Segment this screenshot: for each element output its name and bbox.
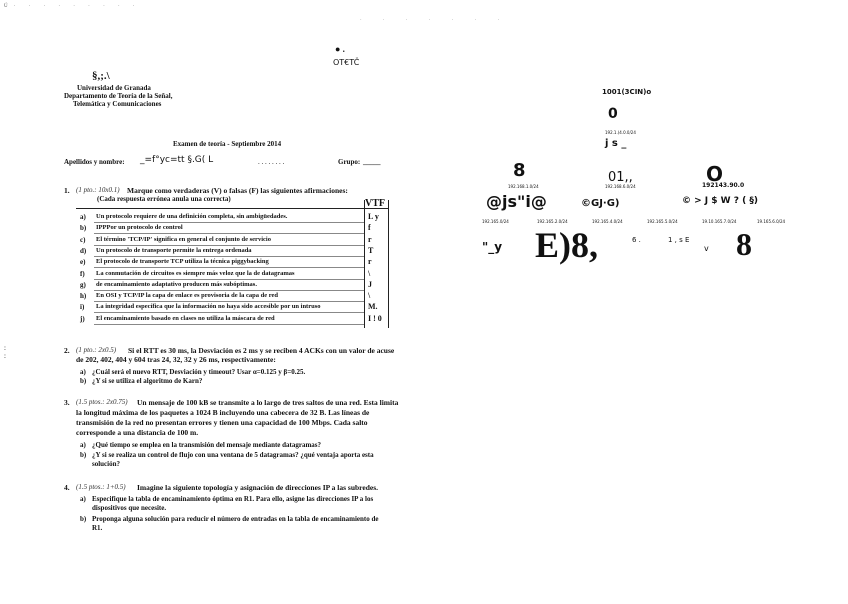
name-handwritten: _=f°yc=tt §.G( L [140,155,214,165]
q4-b-letter: b) [80,515,87,523]
q1-item-letter: a) [80,213,86,221]
q3-line-3: transmisión de la red no presentan errores y tienen una capacidad de 100 Mbps. Cada salto [76,418,368,427]
table-vline-2 [388,200,389,328]
q1-item-letter: f) [80,270,85,278]
q2-b-letter: b) [80,377,87,385]
q1-item-letter: c) [80,236,86,244]
q1-item-letter: g) [80,281,86,289]
q1-text: Marque como verdaderas (V) o falsas (F) las siguientes afirmaciones: [127,186,348,195]
glyph-right: © > J $ W ? ( §) [682,196,758,206]
q1-row-underline [94,233,364,234]
q1-item-answer-mark[interactable]: M. [368,302,378,311]
university-name: Universidad de Granada [77,84,151,92]
subnet-4: 192.165.5.0/24 [647,219,678,224]
subnet-1: 192.165.0/24 [482,219,509,224]
q1-row-underline [94,290,364,291]
q2-number: 2. [64,346,70,355]
host-right-1: 1 , s E [668,236,690,244]
subnet-5: 19.10.165.7.0/24 [702,219,737,224]
q4-text: Imagine la siguiente topología y asignación de direcciones IP a las subredes. [137,483,378,492]
router-mid: 01,, [608,170,633,185]
exam-title: Examen de teoría - Septiembre 2014 [173,140,282,148]
subnet-3: 192.165.4.0/24 [592,219,623,224]
q4-a-letter: a) [80,495,86,503]
addr-top: 192.1.(4.0.0/24 [605,130,636,135]
q4-a: Especifique la tabla de encaminamiento óptima en R1. Para ello, asigne las direcciones IP a los [92,495,374,503]
q1-item-text: La conmutación de circuitos es siempre más veloz que la de datagramas [96,270,295,277]
table-rule [76,208,388,209]
q1-item-text: IPPPor un protocolo de control [96,224,183,231]
vf-header: VTF [365,198,385,209]
q1-item-answer-mark[interactable]: f [368,223,371,232]
q1-item-answer-mark[interactable]: L y [368,212,379,221]
q3-line-1: Un mensaje de 100 kB se transmite a lo largo de tres saltos de una red. Esta limita [137,398,399,407]
q3-line-4: corresponde a una distancia de 100 m. [76,428,199,437]
q1-item-letter: i) [80,303,85,311]
q2-a: ¿Cuál será el nuevo RTT, Desviación y timeout? Usar α=0.125 y β=0.25. [92,368,306,376]
subnet-6: 19.165.6.0/24 [757,219,786,224]
q1-item-text: El término 'TCP/IP' significa en general el conjunto de servicio [96,236,271,243]
host-right-2: v [704,244,709,253]
q2-text-2: de 202, 402, 404 y 604 tras 24, 32, 32 y 26 ms, respectivamente: [76,355,276,364]
q2-points: (1 pto.: 2x0.5) [76,346,117,354]
department-name: Departamento de Teoría de la Señal, [64,92,173,100]
addr-3: 192143.90.0 [702,182,745,189]
q1-row-underline [94,312,364,313]
q3-number: 3. [64,398,70,407]
university-logo: §,;.\ [92,70,110,82]
q4-b-2: R1. [92,524,103,532]
q2-a-letter: a) [80,368,86,376]
host-mid: E)8, [535,225,598,265]
glyph-left: @js"i@ [486,192,547,211]
q4-points: (1.5 ptos.: 1+0.5) [76,483,126,491]
q1-item-answer-mark[interactable]: T [368,246,374,255]
q2-b: ¿Y si se utiliza el algoritmo de Karn? [92,377,203,385]
addr-js: j s _ [605,138,627,149]
q1-number: 1. [64,186,70,195]
q3-b: ¿Y si se realiza un control de flujo con una ventana de 5 datagramas? ¿qué ventaja aporta esta [92,451,374,459]
q1-item-text: La integridad específica que la información no haya sido accesible por un intruso [96,303,321,310]
addr-1: 192.168.1.0/24 [508,184,539,189]
name-label: Apellidos y nombre: [64,158,125,166]
margin-mark-2: : [4,352,6,360]
q1-row-underline [94,245,364,246]
q3-a: ¿Qué tiempo se emplea en la transmisión del mensaje mediante datagramas? [92,441,322,449]
q1-item-answer-mark[interactable]: r [368,235,372,244]
q1-row-underline [94,301,364,302]
q1-item-letter: e) [80,258,86,266]
q1-item-answer-mark[interactable]: \ [368,291,371,300]
table-vline [364,200,365,328]
q1-row-underline [94,267,364,268]
q1-item-answer-mark[interactable]: r [368,257,372,266]
q1-item-text: El encaminamiento basado en clases no utiliza la máscara de red [96,315,275,322]
q3-b-letter: b) [80,451,87,459]
q1-item-text: Un protocolo de transporte permite la entrega ordenada [96,247,252,254]
seal-sub: OT€TČ [333,58,360,67]
department-name-2: Telemática y Comunicaciones [73,100,162,108]
q3-line-2: la longitud máxima de los paquetes a 1024 B incluyendo una cabecera de 32 B. Las líneas de [76,408,370,417]
group-value: _____ [363,158,381,166]
net-title: 1001(3CIN)o [602,88,652,96]
q1-item-text: Un protocolo requiere de una definición completa, sin ambigüedades. [96,213,288,220]
seal-mark: ● . [335,44,345,54]
q1-note: (Cada respuesta errónea anula una correcta) [97,195,231,203]
q1-item-letter: d) [80,247,87,255]
router-left: 8 [513,160,526,181]
q4-number: 4. [64,483,70,492]
q1-row-underline [94,256,364,257]
q1-item-answer-mark[interactable]: I ! 0 [368,314,382,323]
q1-points: (1 pto.: 10x0.1) [76,186,120,194]
router-top: 0 [608,106,618,122]
q4-b: Proponga alguna solución para reducir el número de entradas en la tabla de encaminamiento de [92,515,379,523]
q1-row-underline [94,279,364,280]
name-dots: . . . . . . . . [258,158,285,166]
scan-artifact: Ú· · · · · · · · · [4,4,141,9]
q1-item-letter: j) [80,315,85,323]
q1-item-text: El protocolo de transporte TCP utiliza la técnica piggybacking [96,258,269,265]
q3-points: (1.5 ptos.: 2x0.75) [76,398,128,406]
host-right-big: 8 [736,226,752,262]
q1-item-letter: b) [80,224,87,232]
q3-b-2: solución? [92,460,121,468]
addr-2: 192.168.6.0/24 [605,184,636,189]
q2-text: Si el RTT es 30 ms, la Desviación es 2 ms y se reciben 4 ACKs con un valor de acuse [128,346,395,355]
q1-row-underline [94,324,364,325]
q1-item-text: de encaminamiento adaptativo producen más subóptimas. [96,281,257,288]
group-label: Grupo: [338,158,361,166]
glyph-mid: ©GJ·G) [581,198,620,209]
q1-item-answer-mark[interactable]: J [368,280,372,289]
q1-item-answer-mark[interactable]: \ [368,269,371,278]
host-small: 6 . [632,236,641,244]
q1-item-text: En OSI y TCP/IP la capa de enlace es provisoria de la capa de red [96,292,279,299]
q4-a-2: dispositivos que necesite. [92,504,167,512]
scan-artifact-mid: · · · · · · · [360,18,510,23]
host-left: "_y [482,240,503,254]
q1-item-letter: h) [80,292,87,300]
margin-mark: : [4,344,6,352]
subnet-2: 192.165.2.0/24 [537,219,568,224]
router-right: O [706,162,724,186]
q3-a-letter: a) [80,441,86,449]
q1-row-underline [94,222,364,223]
